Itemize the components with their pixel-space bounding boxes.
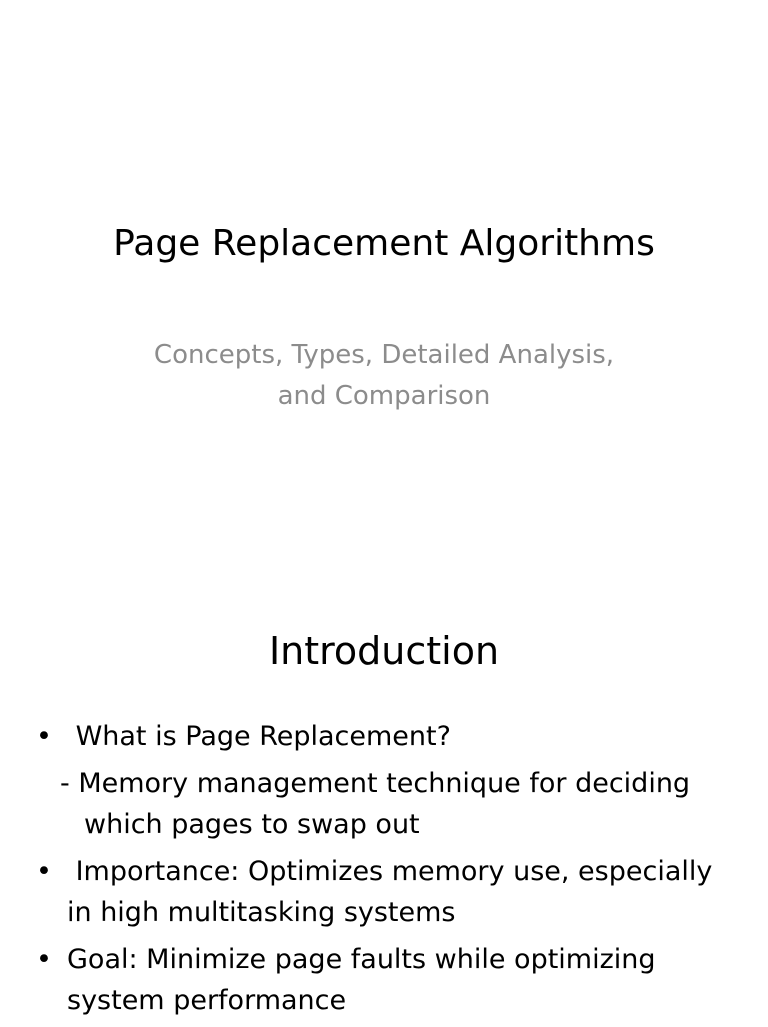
slide-subtitle xyxy=(0,335,768,417)
bullet-text: Goal: Minimize page faults while optimizing xyxy=(67,944,656,975)
bullet-item xyxy=(36,939,746,1021)
slide-title: Page Replacement Algorithms xyxy=(113,223,655,264)
bullet-text: system performance xyxy=(67,985,347,1016)
bullet-icon: • xyxy=(36,721,52,752)
subtitle-line: and Comparison xyxy=(277,381,491,411)
bullet-text: What is Page Replacement? xyxy=(67,721,451,752)
bullet-list xyxy=(36,716,746,1027)
bullet-text: in high multitasking systems xyxy=(67,897,456,928)
sub-bullet-item xyxy=(36,763,746,845)
bullet-text: which pages to swap out xyxy=(84,809,420,840)
bullet-item xyxy=(36,851,746,933)
bullet-item xyxy=(36,716,746,757)
bullet-icon: • xyxy=(36,944,52,975)
slide-heading: Introduction xyxy=(268,629,500,673)
subtitle-line: Concepts, Types, Detailed Analysis, xyxy=(153,340,615,370)
bullet-text: - Memory management technique for deciding xyxy=(60,768,691,799)
introduction-slide xyxy=(0,576,768,1024)
bullet-text: Importance: Optimizes memory use, especially xyxy=(67,856,713,887)
bullet-icon: • xyxy=(36,856,52,887)
